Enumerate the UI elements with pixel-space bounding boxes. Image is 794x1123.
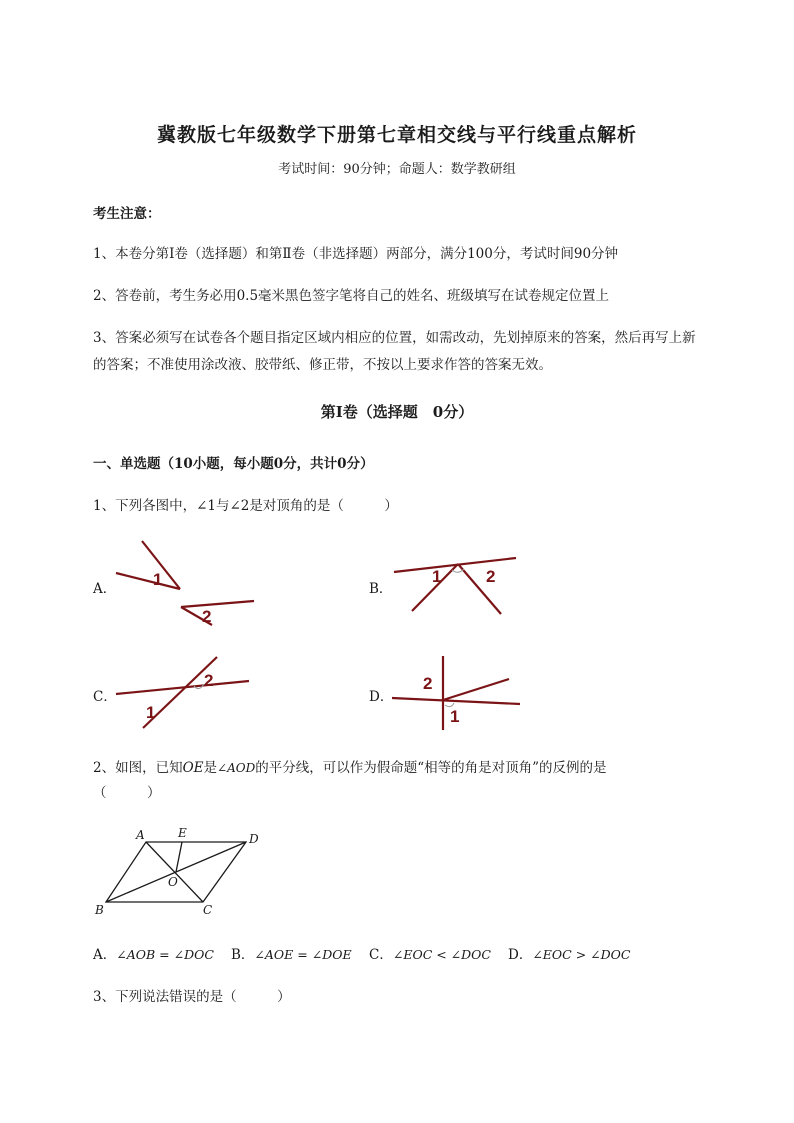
question-3-stem: 3、下列说法错误的是（ ） <box>93 989 291 1005</box>
q2-option-c-letter: C． <box>369 947 393 963</box>
q2-option-d-letter: D． <box>508 947 533 963</box>
q1-option-c-label: C． <box>93 689 117 705</box>
exam-info: 考试时间：90分钟；命题人：数学教研组 <box>278 162 516 177</box>
angle-label-1: 1 <box>432 567 442 586</box>
q2-option-d <box>508 943 630 963</box>
note-item-1: 1、本卷分第I卷（选择题）和第Ⅱ卷（非选择题）两部分，满分100分，考试时间90分钟 <box>93 246 619 262</box>
notes-heading: 考生注意： <box>93 206 161 222</box>
q2-option-b <box>231 943 352 963</box>
point-label-b: B <box>95 903 104 917</box>
q1-option-a-label: A． <box>93 581 117 597</box>
q1-option-d-label: D． <box>369 689 394 705</box>
note-item-3: 3、答案必须写在试卷各个题目指定区域内相应的位置，如需改动，先划掉原来的答案，然后再写上新 <box>93 330 696 346</box>
q2-stem-aod: ∠AOD <box>217 761 256 775</box>
page-title: 冀教版七年级数学下册第七章相交线与平行线重点解析 <box>156 124 637 146</box>
angle-label-2: 2 <box>202 607 212 626</box>
angle-label-1: 1 <box>146 703 156 722</box>
q2-option-b-math: ∠AOE = ∠DOE <box>254 947 352 962</box>
point-label-o: O <box>168 875 178 889</box>
q2-option-c <box>369 943 491 963</box>
question-1-stem: 1、下列各图中，∠1与∠2是对顶角的是（ ） <box>93 498 398 514</box>
q2-option-d-math: ∠EOC > ∠DOC <box>532 947 631 962</box>
q2-option-a-math: ∠AOB = ∠DOC <box>116 947 214 962</box>
angle-label-2: 2 <box>204 671 214 690</box>
angle-label-2: 2 <box>486 567 496 586</box>
q2-stem-oe: OE <box>182 760 204 776</box>
point-label-a: A <box>136 828 145 842</box>
question-2-paren: （ ） <box>93 785 161 801</box>
section-title: 第I卷（选择题 0分） <box>320 403 474 421</box>
q2-option-b-letter: B． <box>231 947 255 963</box>
q2-option-a <box>93 943 214 963</box>
note-item-3-cont: 的答案；不准使用涂改液、胶带纸、修正带，不按以上要求作答的答案无效。 <box>93 357 552 373</box>
angle-label-1: 1 <box>450 707 460 726</box>
q2-stem-end: 的平分线，可以作为假命题“相等的角是对顶角”的反例的是 <box>255 760 607 776</box>
point-label-c: C <box>203 903 213 917</box>
point-label-e: E <box>178 826 187 840</box>
q2-stem-is: 是 <box>203 760 218 776</box>
angle-label-2: 2 <box>423 674 433 693</box>
point-label-d: D <box>249 832 259 846</box>
part-heading: 一、单选题（10小题，每小题0分，共计0分） <box>93 456 374 472</box>
q1-option-b-label: B． <box>369 581 393 597</box>
q2-stem-start: 2、如图，已知 <box>93 760 183 776</box>
q2-option-c-math: ∠EOC < ∠DOC <box>392 947 491 962</box>
angle-label-1: 1 <box>153 570 163 589</box>
note-item-2: 2、答卷前，考生务必用0.5毫米黑色签字笔将自己的姓名、班级填写在试卷规定位置上 <box>93 288 610 304</box>
q2-option-a-letter: A． <box>93 947 117 963</box>
